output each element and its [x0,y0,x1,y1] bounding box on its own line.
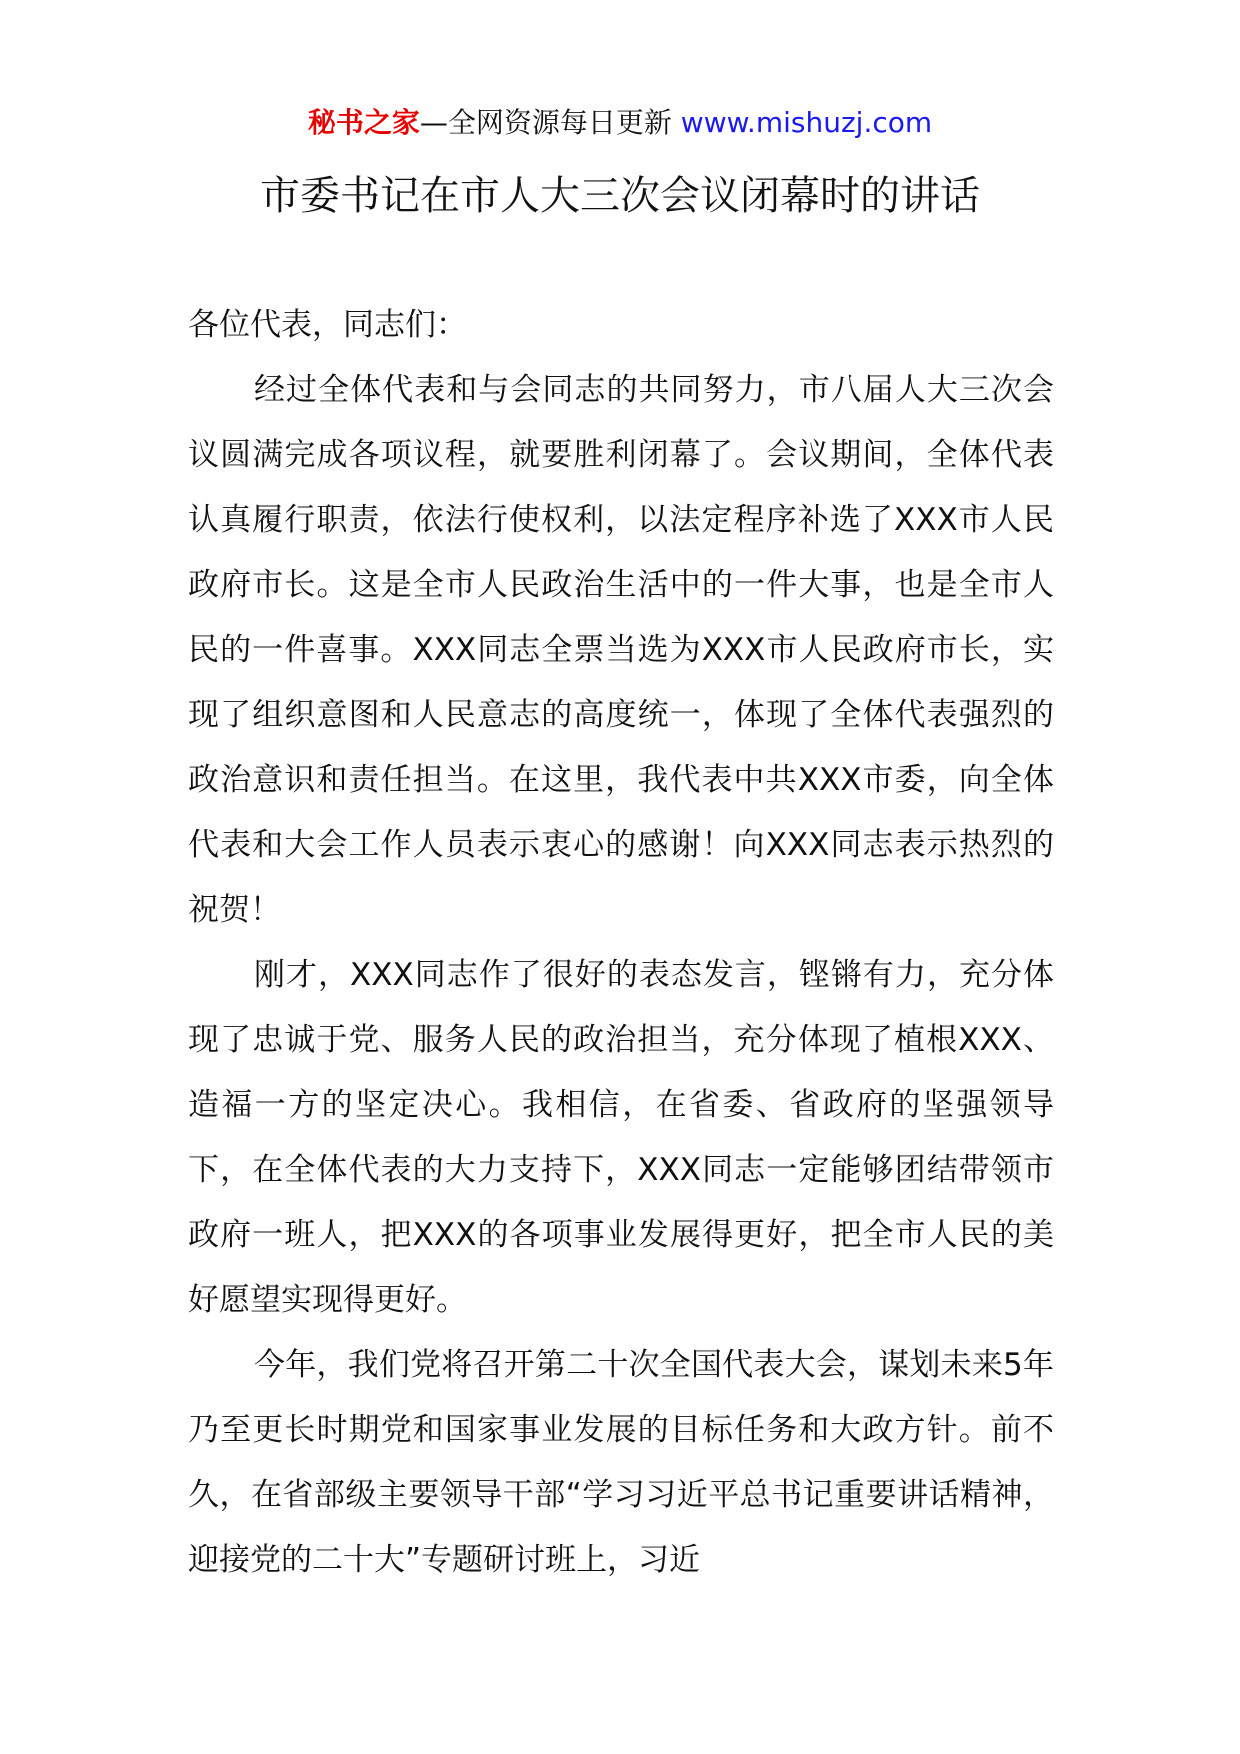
document-body [188,293,1054,1593]
paragraph-1: 经过全体代表和与会同志的共同努力，市八届人大三次会议圆满完成各项议程，就要胜利闭幕了。会议期间，全体代表认真履行职责，依法行使权利，以法定程序补选了XXX市人民政府市长。这是全市人民政治生活中的一件大事，也是全市人民的一件喜事。XXX同志全票当选为XXX市人民政府市长，实现了组织意图和人民意志的高度统一，体现了全体代表强烈的政治意识和责任担当。在这里，我代表中共XXX市委，向全体代表和大会工作人员表示衷心的感谢！向XXX同志表示热烈的祝贺！ [188,372,1054,928]
site-brand: 秘书之家 [307,106,420,139]
salutation: 各位代表，同志们： [188,307,467,343]
site-link[interactable]: www.mishuzj.com [680,106,933,139]
paragraph-3: 今年，我们党将召开第二十次全国代表大会，谋划未来5年乃至更长时期党和国家事业发展的目标任务和大政方针。前不久，在省部级主要领导干部“学习习近平总书记重要讲话精神，迎接党的二十大”专题研讨班上，习近 [188,1347,1054,1578]
paragraph-2: 刚才，XXX同志作了很好的表态发言，铿锵有力，充分体现了忠诚于党、服务人民的政治担当，充分体现了植根XXX、造福一方的坚定决心。我相信，在省委、省政府的坚强领导下，在全体代表的大力支持下，XXX同志一定能够团结带领市政府一班人，把XXX的各项事业发展得更好，把全市人民的美好愿望实现得更好。 [188,957,1054,1318]
site-tagline: —全网资源每日更新 [419,106,672,139]
site-header [0,103,1240,143]
document-title: 市委书记在市人大三次会议闭幕时的讲话 [260,173,980,219]
